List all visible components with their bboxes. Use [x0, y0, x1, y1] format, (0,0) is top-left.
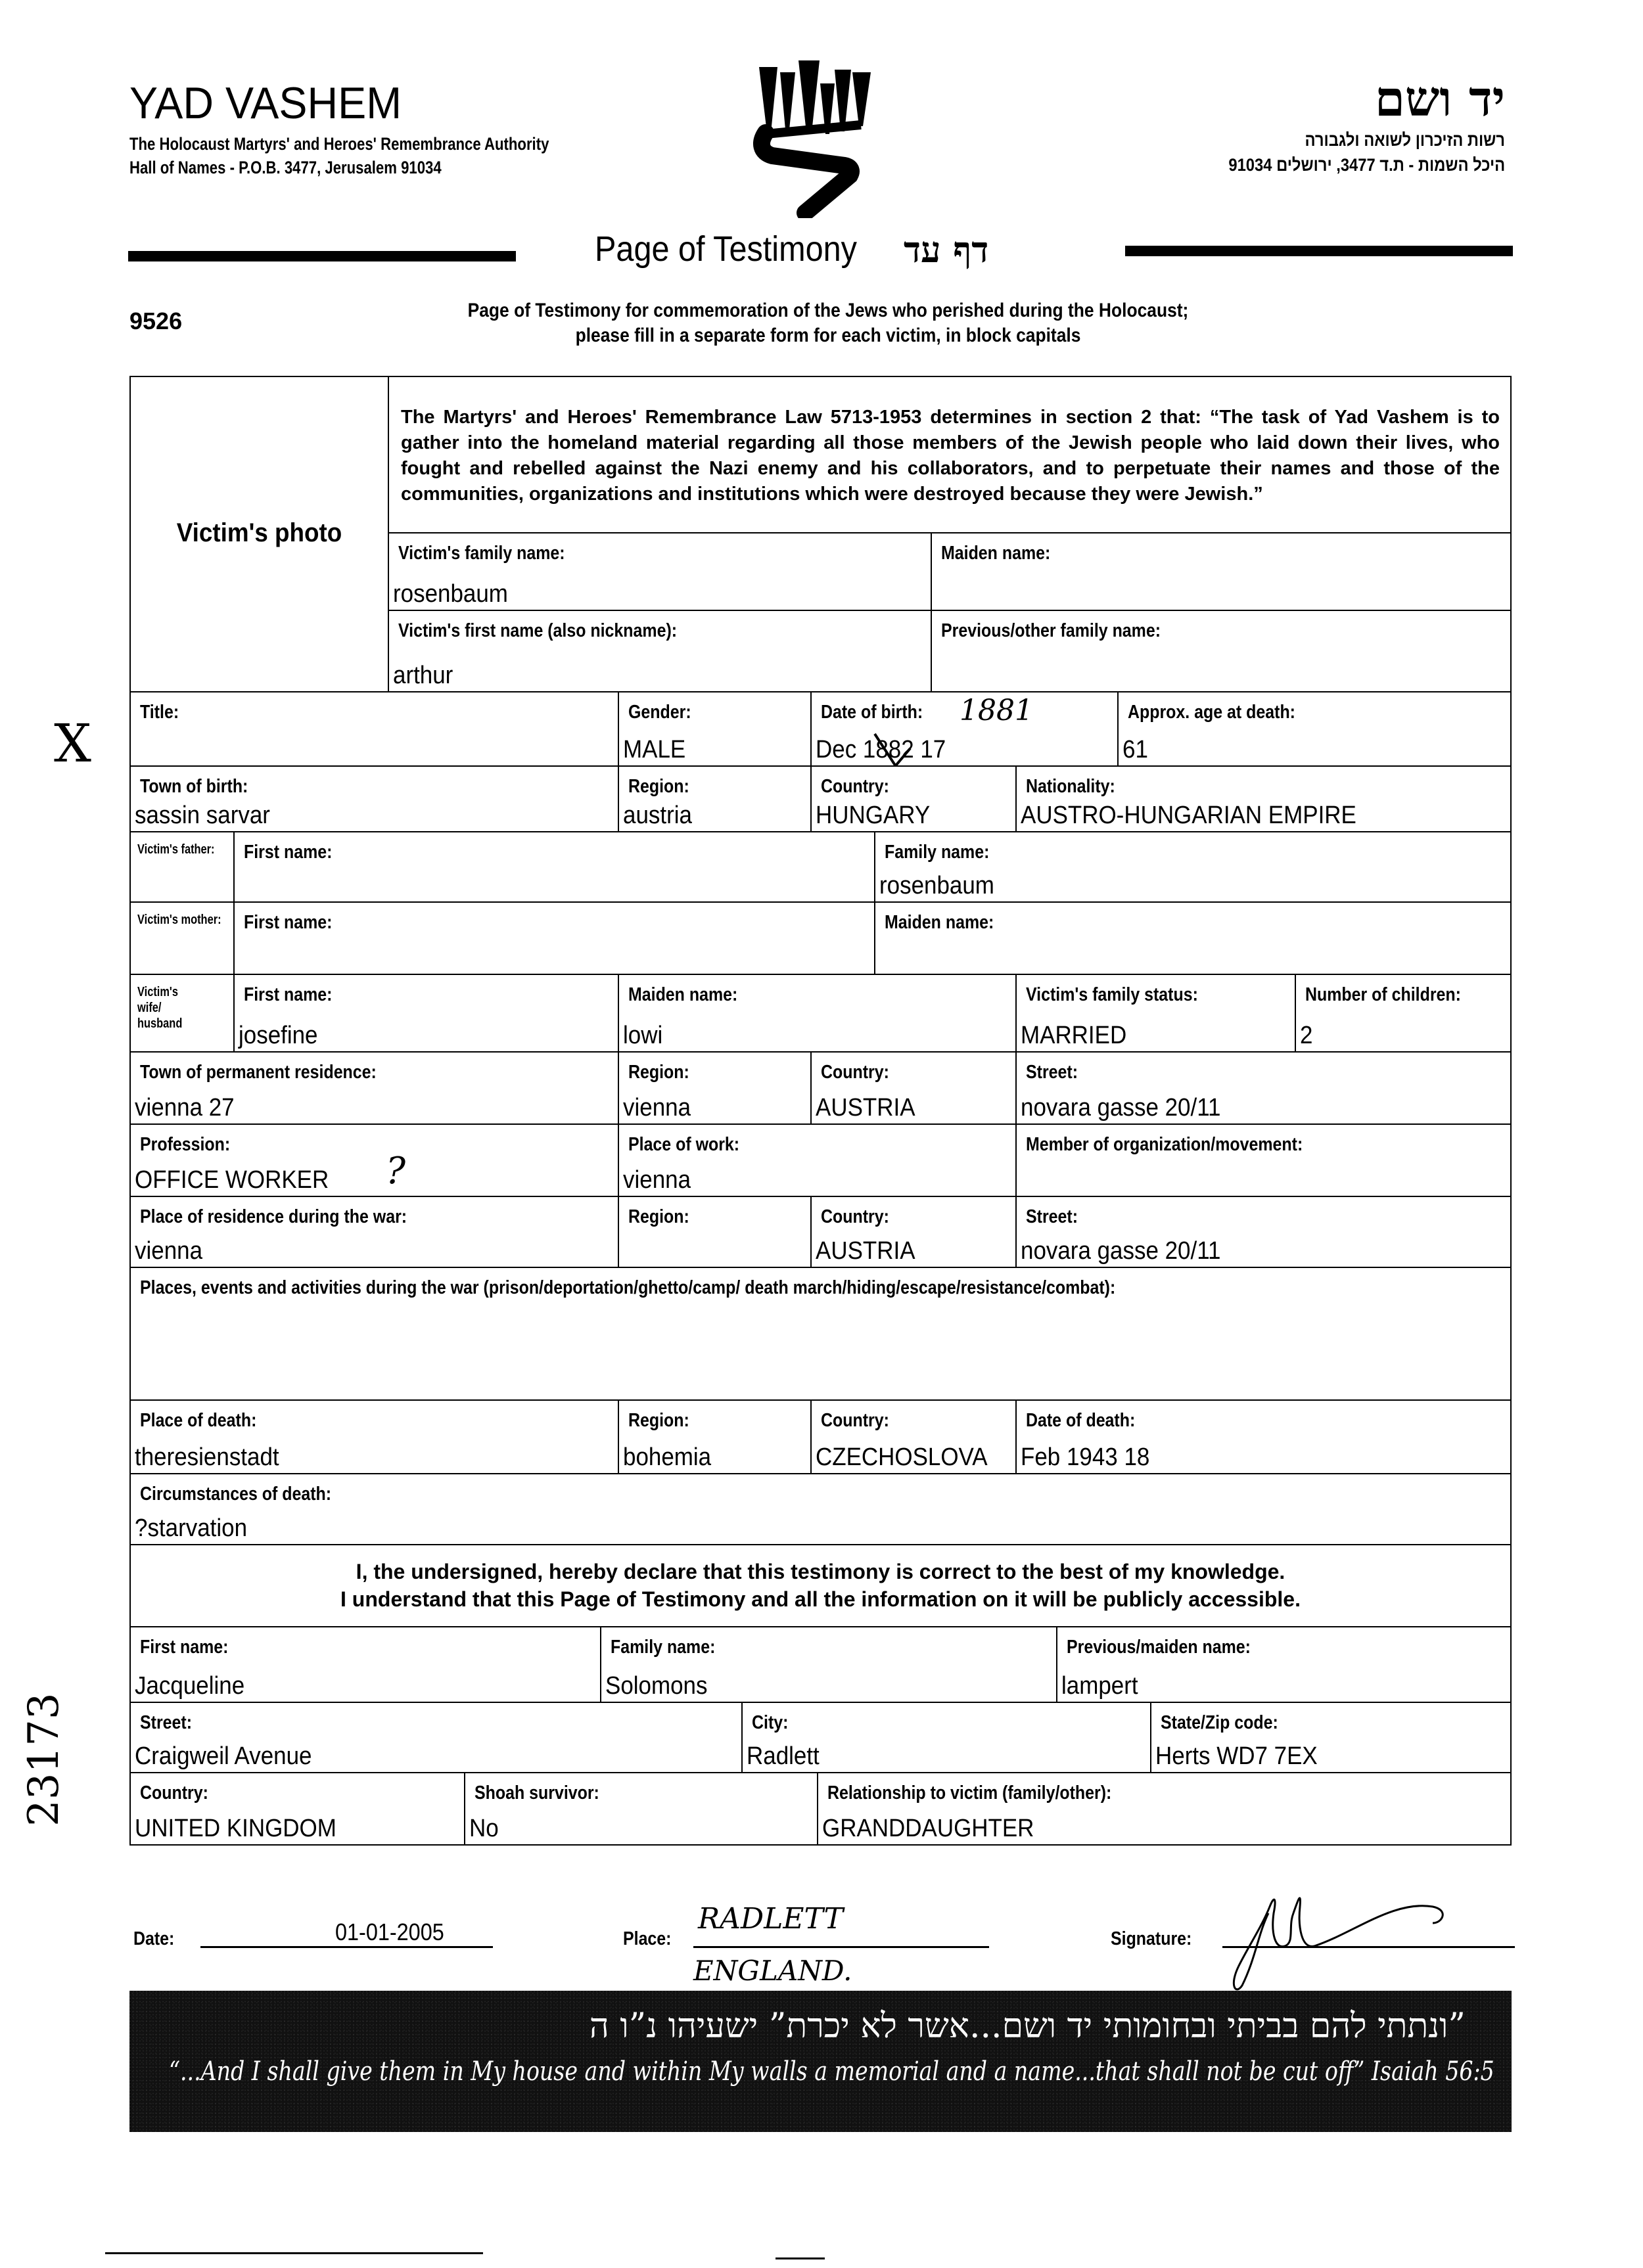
quote-banner	[129, 1991, 1512, 2132]
declaration-box	[129, 1544, 1512, 1627]
victim-maiden-name-label: Maiden name:	[941, 543, 1051, 564]
submitter-previous-name-value: lampert	[1061, 1672, 1138, 1700]
birth-town-label: Town of birth:	[140, 776, 248, 797]
residence-country-value: AUSTRIA	[816, 1094, 915, 1122]
profession-label: Profession:	[140, 1134, 231, 1155]
survivor-label: Shoah survivor:	[474, 1782, 599, 1803]
submitter-street-value: Craigweil Avenue	[135, 1742, 312, 1770]
page-title: Page of Testimony	[595, 229, 857, 269]
declaration-line-2: I understand that this Page of Testimony and all the information on it will be publicly accessible.	[340, 1587, 1301, 1611]
law-text-box	[388, 376, 1512, 533]
birth-region-value: austria	[623, 802, 692, 829]
mother-side-label-box	[129, 901, 235, 975]
title-rule-right	[1125, 246, 1513, 256]
death-country-label: Country:	[821, 1410, 889, 1431]
declaration-line-1: I, the undersigned, hereby declare that this testimony is correct to the best of my knowledge.	[356, 1560, 1285, 1583]
org-name: YAD VASHEM	[129, 78, 402, 128]
submitter-zip-field[interactable]	[1150, 1702, 1512, 1773]
submitter-country-label: Country:	[140, 1782, 208, 1803]
death-date-value: Feb 1943 18	[1021, 1443, 1150, 1471]
family-status-label: Victim's family status:	[1026, 984, 1198, 1005]
org-address: Hall of Names - P.O.B. 3477, Jerusalem 91034	[129, 158, 442, 177]
submitter-street-field[interactable]	[129, 1702, 743, 1773]
victim-age-field[interactable]	[1117, 691, 1512, 767]
war-events-field[interactable]	[129, 1267, 1512, 1401]
submitter-previous-name-field[interactable]	[1056, 1626, 1512, 1703]
death-circumstances-value: ?starvation	[135, 1514, 248, 1542]
victim-gender-label: Gender:	[628, 702, 691, 723]
mother-maiden-name-label: Maiden name:	[885, 912, 994, 933]
date-underline	[200, 1946, 493, 1948]
death-place-value: theresienstadt	[135, 1443, 279, 1471]
war-residence-field[interactable]	[129, 1196, 619, 1268]
mother-first-name-label: First name:	[244, 912, 333, 933]
birth-country-value: HUNGARY	[816, 802, 931, 829]
war-country-value: AUSTRIA	[816, 1237, 915, 1265]
family-status-field[interactable]	[1015, 974, 1296, 1053]
place-of-work-field[interactable]	[618, 1123, 1017, 1197]
birth-country-field[interactable]	[810, 765, 1017, 832]
father-family-name-field[interactable]	[874, 831, 1512, 903]
war-residence-label: Place of residence during the war:	[140, 1206, 407, 1227]
war-region-label: Region:	[628, 1206, 689, 1227]
spouse-maiden-name-label: Maiden name:	[628, 984, 738, 1005]
title-rule-left	[128, 251, 516, 261]
place-underline	[693, 1946, 989, 1948]
victim-family-name-field[interactable]	[388, 532, 932, 611]
birth-country-label: Country:	[821, 776, 889, 797]
death-region-field[interactable]	[618, 1399, 812, 1474]
residence-town-label: Town of permanent residence:	[140, 1062, 377, 1083]
place-of-work-value: vienna	[623, 1166, 691, 1194]
submitter-street-label: Street:	[140, 1712, 192, 1733]
residence-street-field[interactable]	[1015, 1051, 1512, 1125]
org-name-hebrew: יד ושם	[1374, 71, 1505, 127]
organization-field[interactable]	[1015, 1123, 1512, 1197]
bottom-scan-line	[105, 2252, 483, 2254]
signature-label: Signature:	[1111, 1928, 1192, 1949]
profession-value: OFFICE WORKER	[135, 1166, 329, 1194]
residence-country-label: Country:	[821, 1062, 889, 1083]
menorah-logo-icon	[752, 60, 877, 218]
residence-country-field[interactable]	[810, 1051, 1017, 1125]
death-country-value: CZECHOSLOVA	[816, 1443, 988, 1471]
victim-maiden-name-field[interactable]	[931, 532, 1512, 611]
death-place-label: Place of death:	[140, 1410, 257, 1431]
victim-previous-name-field[interactable]	[931, 610, 1512, 692]
death-country-field[interactable]	[810, 1399, 1017, 1474]
victim-first-name-field[interactable]	[388, 610, 932, 692]
profession-field[interactable]	[129, 1123, 619, 1197]
relationship-label: Relationship to victim (family/other):	[827, 1782, 1112, 1803]
submitter-first-name-label: First name:	[140, 1637, 229, 1658]
victim-age-value: 61	[1122, 736, 1148, 763]
victim-gender-value: MALE	[623, 736, 686, 763]
submitter-family-name-label: Family name:	[611, 1637, 716, 1658]
war-residence-value: vienna	[135, 1237, 203, 1265]
war-street-label: Street:	[1026, 1206, 1078, 1227]
place-value-line-2: ENGLAND.	[693, 1955, 852, 1987]
spouse-first-name-value: josefine	[239, 1022, 318, 1049]
spouse-maiden-name-value: lowi	[623, 1022, 663, 1049]
residence-street-label: Street:	[1026, 1062, 1078, 1083]
residence-street-value: novara gasse 20/11	[1021, 1094, 1221, 1122]
war-events-label: Places, events and activities during the war (prison/deportation/ghetto/camp/ death march/hiding/escape/resistance/combat):	[140, 1277, 1116, 1298]
victim-first-name-label: Victim's first name (also nickname):	[398, 620, 678, 641]
death-date-field[interactable]	[1015, 1399, 1512, 1474]
margin-x-mark: X	[54, 713, 91, 774]
birth-region-field[interactable]	[618, 765, 812, 832]
submitter-city-value: Radlett	[747, 1742, 820, 1770]
war-country-field[interactable]	[810, 1196, 1017, 1268]
victim-previous-name-label: Previous/other family name:	[941, 620, 1161, 641]
form-id: 9526	[129, 307, 183, 334]
war-street-value: novara gasse 20/11	[1021, 1237, 1221, 1265]
birth-town-value: sassin sarvar	[135, 802, 270, 829]
death-place-field[interactable]	[129, 1399, 619, 1474]
children-count-label: Number of children:	[1305, 984, 1461, 1005]
victim-photo-box[interactable]	[129, 376, 389, 692]
handwritten-signature-icon[interactable]	[1222, 1887, 1498, 1995]
family-status-value: MARRIED	[1021, 1022, 1127, 1049]
residence-town-value: vienna 27	[135, 1094, 235, 1122]
victim-title-label: Title:	[140, 702, 179, 723]
father-family-name-label: Family name:	[885, 842, 990, 863]
bottom-scan-mark	[775, 2257, 825, 2259]
submitter-country-field[interactable]	[129, 1772, 465, 1846]
children-count-value: 2	[1300, 1022, 1313, 1049]
death-region-value: bohemia	[623, 1443, 712, 1471]
spouse-first-name-field[interactable]	[233, 974, 619, 1053]
victim-age-label: Approx. age at death:	[1128, 702, 1295, 723]
death-region-label: Region:	[628, 1410, 689, 1431]
submitter-family-name-field[interactable]	[600, 1626, 1057, 1703]
relationship-field[interactable]	[817, 1772, 1512, 1846]
residence-region-field[interactable]	[618, 1051, 812, 1125]
spouse-side-label: Victim's wife/ husband	[137, 985, 183, 1031]
law-text: The Martyrs' and Heroes' Remembrance Law 5713-1953 determines in section 2 that: “The task of Yad Vashem is to gather into the homeland material regarding all those members of the Jewish people who laid down their lives, who fought and rebelled against the Nazi enemy and his collaborators, and to perpetuate their names and those of the communities, organizations and institutions which were destroyed because they were Jewish.”	[401, 407, 1500, 505]
survivor-field[interactable]	[464, 1772, 818, 1846]
father-family-name-value: rosenbaum	[879, 872, 994, 899]
spouse-first-name-label: First name:	[244, 984, 333, 1005]
spouse-side-label-box	[129, 974, 235, 1053]
father-side-label-box	[129, 831, 235, 903]
victim-first-name-value: arthur	[393, 662, 453, 689]
relationship-value: GRANDDAUGHTER	[822, 1815, 1034, 1842]
residence-region-label: Region:	[628, 1062, 689, 1083]
submitter-previous-name-label: Previous/maiden name:	[1067, 1637, 1251, 1658]
death-date-label: Date of death:	[1026, 1410, 1136, 1431]
submitter-first-name-value: Jacqueline	[135, 1672, 245, 1700]
org-subtitle-hebrew: רשות הזיכרון לשואה ולגבורה	[1305, 130, 1505, 150]
nationality-label: Nationality:	[1026, 776, 1115, 797]
submitter-city-label: City:	[752, 1712, 789, 1733]
birth-town-field[interactable]	[129, 765, 619, 832]
date-label: Date:	[133, 1928, 175, 1949]
page-title-hebrew: דף עד	[904, 229, 989, 271]
residence-town-field[interactable]	[129, 1051, 619, 1125]
submitter-city-field[interactable]	[741, 1702, 1151, 1773]
submitter-zip-label: State/Zip code:	[1161, 1712, 1278, 1733]
death-circumstances-field[interactable]	[129, 1473, 1512, 1545]
margin-handwritten-number: 23173	[20, 1692, 68, 1826]
war-country-label: Country:	[821, 1206, 889, 1227]
submitter-zip-value: Herts WD7 7EX	[1155, 1742, 1318, 1770]
victim-gender-field[interactable]	[618, 691, 812, 767]
victim-family-name-value: rosenbaum	[393, 580, 508, 608]
children-count-field[interactable]	[1295, 974, 1512, 1053]
survivor-value: No	[469, 1815, 499, 1842]
nationality-field[interactable]	[1015, 765, 1512, 832]
spouse-maiden-name-field[interactable]	[618, 974, 1017, 1053]
profession-question-mark: ?	[386, 1150, 406, 1192]
victim-dob-label: Date of birth:	[821, 702, 923, 723]
death-circumstances-label: Circumstances of death:	[140, 1484, 332, 1505]
intro-line-2: please fill in a separate form for each victim, in block capitals	[575, 325, 1081, 346]
mother-maiden-name-field[interactable]	[874, 901, 1512, 975]
residence-region-value: vienna	[623, 1094, 691, 1122]
submitter-country-value: UNITED KINGDOM	[135, 1815, 336, 1842]
father-first-name-field[interactable]	[233, 831, 875, 903]
victim-dob-value: Dec 1882 17	[816, 736, 946, 763]
place-label: Place:	[623, 1928, 672, 1949]
banner-hebrew-quote: ”ונתתי להם בביתי ובחומותי יד ושם...אשר לא יכרת” ישעיהו נ”ו ה	[589, 2007, 1466, 2046]
victim-family-name-label: Victim's family name:	[398, 543, 565, 564]
war-region-field[interactable]	[618, 1196, 812, 1268]
nationality-value: AUSTRO-HUNGARIAN EMPIRE	[1021, 802, 1356, 829]
mother-side-label: Victim's mother:	[137, 913, 221, 927]
place-of-work-label: Place of work:	[628, 1134, 740, 1155]
intro-line-1: Page of Testimony for commemoration of the Jews who perished during the Holocaust;	[467, 300, 1189, 321]
org-address-hebrew: היכל השמות - ת.ד 3477, ירושלים 91034	[1228, 155, 1505, 175]
org-subtitle: The Holocaust Martyrs' and Heroes' Remembrance Authority	[129, 134, 549, 154]
mother-first-name-field[interactable]	[233, 901, 875, 975]
banner-english-quote: “...And I shall give them in My house and within My walls a memorial and a name...that shall not be cut off” Isaiah 56:5	[169, 2056, 1494, 2087]
organization-label: Member of organization/movement:	[1026, 1134, 1303, 1155]
victim-dob-field[interactable]	[810, 691, 1119, 767]
dob-handwritten-correction: 1881	[960, 694, 1033, 727]
submitter-family-name-value: Solomons	[605, 1672, 708, 1700]
father-first-name-label: First name:	[244, 842, 333, 863]
victim-title-field[interactable]	[129, 691, 619, 767]
date-value[interactable]: 01-01-2005	[335, 1918, 444, 1945]
birth-region-label: Region:	[628, 776, 689, 797]
war-street-field[interactable]	[1015, 1196, 1512, 1268]
submitter-first-name-field[interactable]	[129, 1626, 601, 1703]
victim-photo-label: Victim's photo	[176, 518, 342, 547]
place-value-line-1[interactable]: RADLETT	[698, 1902, 844, 1936]
father-side-label: Victim's father:	[137, 842, 215, 857]
